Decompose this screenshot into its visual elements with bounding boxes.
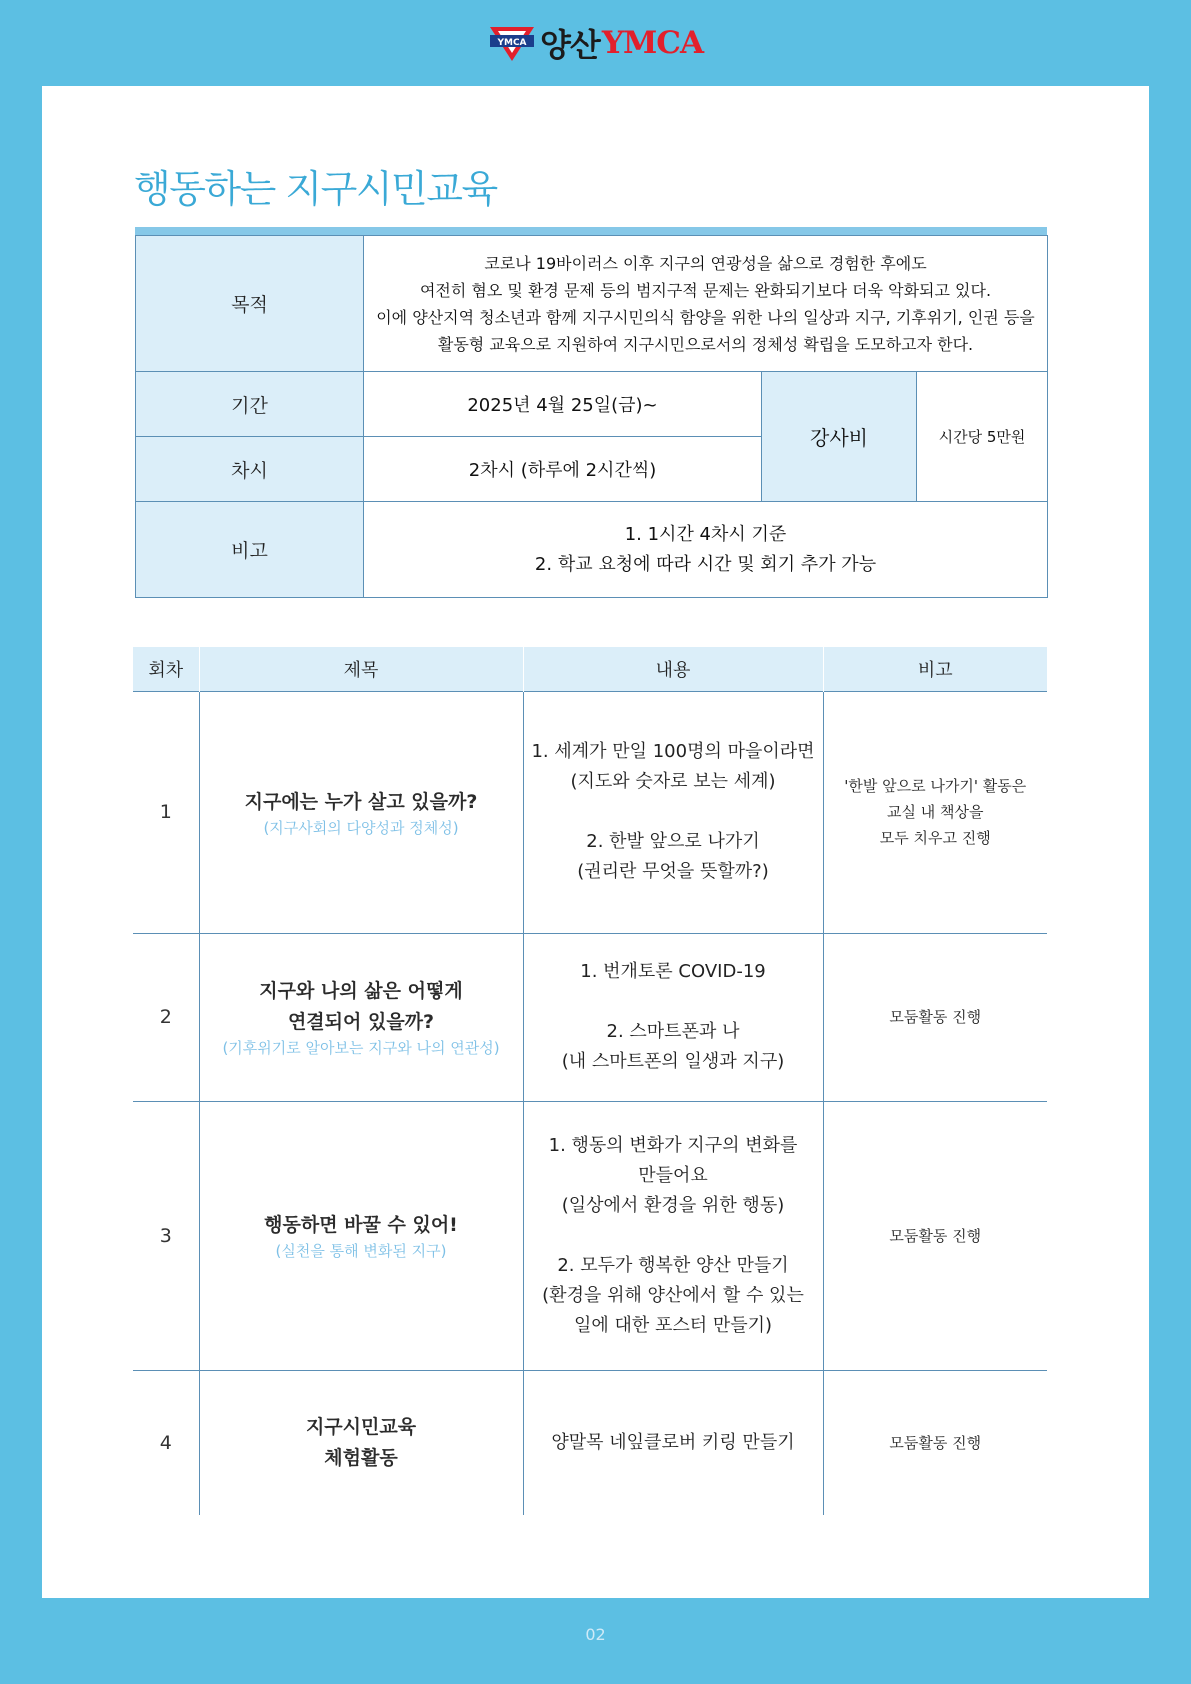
remark-line: 모둠활동 진행: [889, 1008, 982, 1026]
period-row: [136, 372, 1048, 437]
session-remarks: [823, 933, 1047, 1101]
content-line: (내 스마트폰의 일생과 지구): [561, 1051, 785, 1072]
session-content: [523, 691, 823, 933]
session-number: 1: [133, 691, 199, 933]
title-line: 연결되어 있을까?: [287, 1011, 435, 1033]
period-value: 2025년 4월 25일(금)~: [364, 372, 762, 437]
content-card: [42, 86, 1149, 1598]
sessions-value: 2차시 (하루에 2시간씩): [364, 437, 762, 502]
session-content: [523, 1101, 823, 1370]
purpose-line: 코로나 19바이러스 이후 지구의 연광성을 삶으로 경험한 후에도: [484, 253, 927, 273]
title-line: 지구시민교육: [305, 1415, 417, 1438]
session-title: [199, 691, 523, 933]
remarks-text: [364, 502, 1048, 598]
content-line: 1. 행동의 변화가 지구의 변화를: [548, 1134, 798, 1156]
sessions-label: 차시: [136, 437, 364, 502]
content-line: (일상에서 환경을 위한 행동): [561, 1194, 785, 1216]
remark-line: 모둠활동 진행: [889, 1433, 982, 1452]
ymca-logo: [488, 20, 703, 66]
schedule-table: [133, 647, 1047, 1515]
content-line: 2. 모두가 행복한 양산 만들기: [557, 1254, 789, 1276]
remarks-line: 1. 1시간 4차시 기준: [624, 523, 787, 545]
purpose-row: [136, 236, 1048, 372]
content-line: 양말목 네잎클로버 키링 만들기: [551, 1431, 795, 1453]
table-row: [133, 933, 1047, 1101]
purpose-line: 이에 양산지역 청소년과 함께 지구시민의식 함양을 위한 나의 일상과 지구, 기후위기, 인권 등을: [376, 307, 1035, 327]
content-line: 2. 한발 앞으로 나가기: [586, 831, 760, 852]
session-number: 3: [133, 1101, 199, 1370]
content-spacer: [524, 797, 823, 827]
content-line: 2. 스마트폰과 나: [606, 1021, 740, 1042]
content-line: 1. 번개토론 COVID-19: [580, 961, 766, 982]
session-title: [199, 933, 523, 1101]
remark-line: 교실 내 책상을: [887, 803, 984, 821]
content-spacer: [524, 987, 823, 1017]
session-subtitle: (기후위기로 알아보는 지구와 나의 연관성): [222, 1039, 500, 1057]
content-line: 1. 세계가 만일 100명의 마을이라면: [531, 741, 815, 762]
title-line: 체험활동: [324, 1446, 398, 1469]
session-remarks: [823, 1370, 1047, 1515]
content-spacer: [524, 1221, 823, 1251]
header-title: 제목: [199, 647, 523, 691]
content-line: 일에 대한 포스터 만들기): [573, 1314, 773, 1336]
session-content: [523, 1370, 823, 1515]
session-title: [199, 1101, 523, 1370]
purpose-line: 여전히 혐오 및 환경 문제 등의 범지구적 문제는 완화되기보다 더욱 악화되고 있다.: [419, 280, 992, 300]
content-line: (환경을 위해 양산에서 할 수 있는: [542, 1284, 804, 1306]
purpose-label: 목적: [136, 236, 364, 372]
purpose-text: [364, 236, 1048, 372]
page-title: 행동하는 지구시민교육: [134, 167, 497, 211]
title-line: 지구에는 누가 살고 있을까?: [244, 790, 478, 813]
table-top-bar: [135, 227, 1047, 235]
session-number: 4: [133, 1370, 199, 1515]
session-remarks: [823, 1101, 1047, 1370]
logo-korean-text: 양산: [540, 26, 600, 64]
content-line: (권리란 무엇을 뜻할까?): [577, 861, 769, 882]
program-info-table: [135, 235, 1048, 598]
remarks-line: 2. 학교 요청에 따라 시간 및 회기 추가 가능: [534, 553, 877, 575]
header-remarks: 비고: [823, 647, 1047, 691]
remark-line: 모둠활동 진행: [889, 1226, 982, 1245]
ymca-triangle-icon: [488, 23, 536, 63]
remarks-label: 비고: [136, 502, 364, 598]
session-title: [199, 1370, 523, 1515]
logo-english-text: YMCA: [601, 25, 703, 61]
header: [0, 0, 1191, 86]
title-line: 행동하면 바꿀 수 있어!: [264, 1214, 458, 1236]
title-line: 지구와 나의 삶은 어떻게: [259, 980, 463, 1002]
content-line: 만들어요: [638, 1164, 708, 1186]
fee-value: 시간당 5만원: [917, 372, 1048, 502]
remark-line: '한발 앞으로 나가기' 활동은: [844, 777, 1027, 795]
remark-line: 모두 치우고 진행: [879, 829, 991, 847]
session-remarks: [823, 691, 1047, 933]
content-line: (지도와 숫자로 보는 세계): [570, 771, 776, 792]
page-number: 02: [585, 1625, 606, 1644]
logo-mark-text: YMCA: [497, 38, 527, 48]
table-row: [133, 691, 1047, 933]
session-subtitle: (지구사회의 다양성과 정체성): [263, 818, 459, 837]
header-content: 내용: [523, 647, 823, 691]
fee-label: 강사비: [762, 372, 917, 502]
table-row: [133, 1370, 1047, 1515]
purpose-line: 활동형 교육으로 지원하여 지구시민으로서의 정체성 확립을 도모하고자 한다.: [437, 334, 974, 354]
session-subtitle: (실천을 통해 변화된 지구): [275, 1242, 447, 1260]
schedule-header-row: [133, 647, 1047, 691]
header-session: 회차: [133, 647, 199, 691]
table-row: [133, 1101, 1047, 1370]
session-number: 2: [133, 933, 199, 1101]
session-content: [523, 933, 823, 1101]
remarks-row: [136, 502, 1048, 598]
period-label: 기간: [136, 372, 364, 437]
